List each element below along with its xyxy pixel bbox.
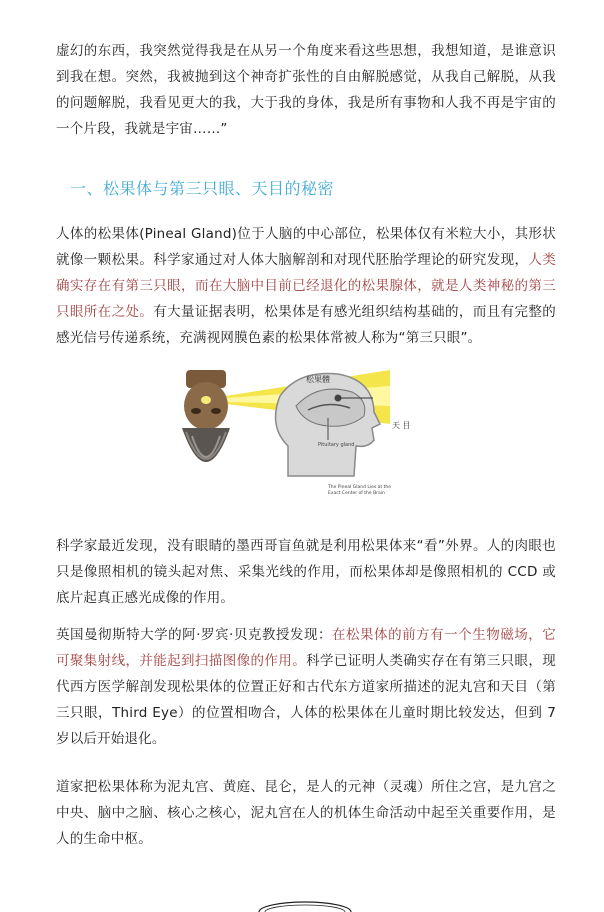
head-profile [276,373,381,476]
paragraph-text: 道家把松果体称为泥丸宫、黄庭、昆仑，是人的元神（灵魂）所住之宫，是九宫之中央、脑中之脑、核心之核心，泥丸宫在人的机体生命活动中起至关重要作用，是人的生命中枢。 [56,779,556,847]
highlighted-text: 在松果体的前方有一个生物磁场，它可聚集射线，并能起到扫描图像的作用。 [56,627,556,669]
caption-line-1: The Pineal Gland Lies at the [328,485,391,490]
decorative-ornament [255,898,355,912]
paragraph-text: 英国曼彻斯特大学的阿·罗宾·贝克教授发现： [56,627,332,643]
paragraph-taoism [56,774,556,852]
paragraph-intro-continued [56,38,556,142]
paragraph-text: 有大量证据表明，松果体是有感光组织结构基础的，而且有完整的感光信号传递系统，充满视网膜色素的松果体常被人称为“第三只眼”。 [56,304,556,346]
mask-figure [182,370,230,462]
caption-line-2: Exact Center of the Brain [328,491,385,496]
section-heading: 一、松果体与第三只眼、天目的秘密 [70,179,335,198]
label-third-eye: 天 目 [392,421,411,430]
paragraph-text: 科学家最近发现，没有眼睛的墨西哥盲鱼就是利用松果体来“看”外界。人的肉眼也只是像照相机的镜头起对焦、采集光线的作用，而松果体却是像照相机的 CCD 或底片起真正感光成像的作用。 [56,538,556,606]
paragraph-blind-fish [56,533,556,611]
third-eye-illustration [168,366,438,499]
paragraph-text: 科学已证明人类确实存在有第三只眼，现代西方医学解剖发现松果体的位置正好和古代东方道家所描述的泥丸宫和天目（第三只眼，Third Eye）的位置相吻合，人体的松果体在儿童时期比较发达，但到 7 岁以后开始退化。 [56,653,556,747]
illustration-svg [168,366,438,499]
label-pituitary: Pituitary gland [318,442,355,448]
paragraph-pineal-gland [56,221,556,351]
paragraph-text: 人体的松果体(Pineal Gland)位于人脑的中心部位，松果体仅有米粒大小，其形状就像一颗松果。科学家通过对人体大脑解剖和对现代胚胎学理论的研究发现， [56,226,556,268]
paragraph-text: 虚幻的东西，我突然觉得我是在从另一个角度来看这些思想，我想知道，是谁意识到我在想。突然，我被抛到这个神奇扩张性的自由解脱感觉，从我自己解脱，从我的问题解脱，我看见更大的我，大于我的身体，我是所有事物和人我不再是宇宙的一个片段，我就是宇宙……” [56,43,556,137]
paragraph-manchester [56,622,556,752]
label-pineal: 松果體 [306,375,330,384]
highlighted-text: 人类确实存在有第三只眼，而在大脑中目前已经退化的松果腺体，就是人类神秘的第三只眼所在之处。 [56,252,556,320]
